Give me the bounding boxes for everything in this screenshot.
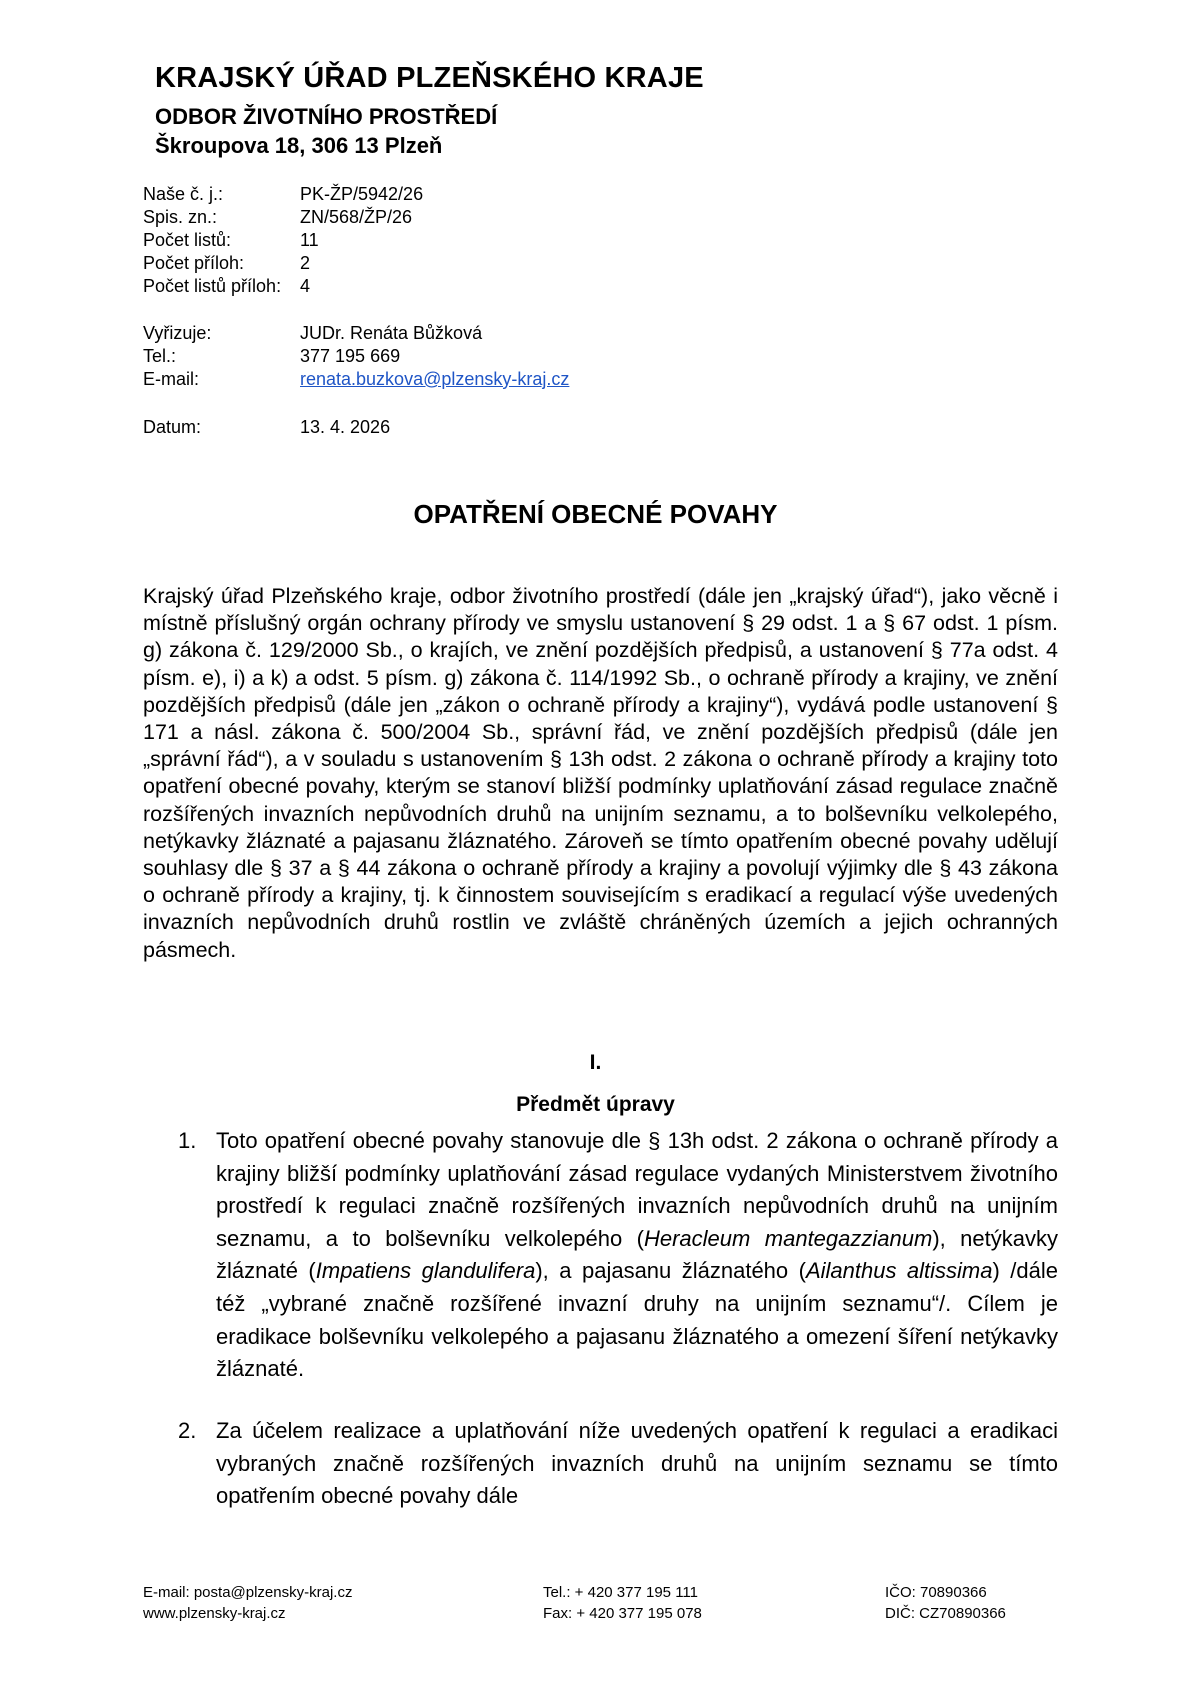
- section-number: I.: [589, 1051, 602, 1074]
- meta-row-attachments: [143, 252, 623, 275]
- sheets-label: Počet listů:: [143, 230, 232, 250]
- footer-fax: Fax: + 420 377 195 078: [543, 1605, 702, 1622]
- list-item: [178, 1415, 1058, 1513]
- footer-dic: DIČ: CZ70890366: [885, 1605, 1006, 1622]
- reference-block: [143, 183, 623, 298]
- list-item-text: [216, 1125, 1058, 1386]
- meta-row-ref: [143, 183, 623, 206]
- meta-row-attachment-sheets: [143, 275, 623, 298]
- attachment-sheets-label: Počet listů příloh:: [143, 276, 282, 296]
- tel-value: 377 195 669: [300, 346, 401, 366]
- intro-paragraph: Krajský úřad Plzeňského kraje, odbor životního prostředí (dále jen „krajský úřad“), jako věcně i místně příslušný orgán ochrany přírody ve smyslu ustanovení § 29 odst. 1 a § 67 odst. 1 písm. g) zákona č. 129/2000 Sb., o krajích, ve znění pozdějších předpisů, a ustanovení § 77a odst. 4 písm. e), i) a k) a odst. 5 písm. g) zákona č. 114/1992 Sb., o ochraně přírody a krajiny, ve znění pozdějších předpisů (dále jen „zákon o ochraně přírody a krajiny“), vydává podle ustanovení § 171 a násl. zákona č. 500/2004 Sb., správní řád, ve znění pozdějších předpisů (dále jen „správní řád“), a v souladu s ustanovením § 13h odst. 2 zákona o ochraně přírody a krajiny toto opatření obecné povahy, kterým se stanoví bližší podmínky uplatňování zásad regulace značně rozšířených invazních nepůvodních druhů na unijním seznamu, a to bolševníku velkolepého, netýkavky žláznaté a pajasanu žláznatého. Zároveň se tímto opatřením obecné povahy udělují souhlasy dle § 37 a § 44 zákona o ochraně přírody a krajiny a povolují výjimky dle § 43 zákona o ochraně přírody a krajiny, tj. k činnostem souvisejícím s eradikací a regulací výše uvedených invazních nepůvodních druhů rostlin ve zvláště chráněných územích a jejich ochranných pásmech.: [143, 584, 1058, 962]
- list-item-text: Za účelem realizace a uplatňování níže uvedených opatření k regulaci a eradikaci vybraných značně rozšířených invazních druhů na unijním seznamu se tímto opatřením obecné povahy dále: [216, 1418, 1058, 1509]
- species-name: Impatiens glandulifera: [315, 1258, 536, 1284]
- footer-contact: [143, 1582, 352, 1624]
- footer-ico: IČO: 70890366: [885, 1584, 987, 1601]
- species-name: Ailanthus altissima: [805, 1258, 993, 1284]
- email-link[interactable]: renata.buzkova@plzensky-kraj.cz: [300, 369, 570, 389]
- list-item-number: 2.: [178, 1418, 197, 1443]
- authority-heading: KRAJSKÝ ÚŘAD PLZEŇSKÉHO KRAJE: [155, 62, 704, 94]
- date-block: [143, 416, 623, 439]
- email-label: E-mail:: [143, 369, 200, 389]
- meta-row-file: [143, 206, 623, 229]
- handler-label: Vyřizuje:: [143, 323, 212, 343]
- contact-block: [143, 322, 623, 391]
- meta-row-sheets: [143, 229, 623, 252]
- meta-row-tel: [143, 345, 623, 368]
- meta-row-email: [143, 368, 623, 391]
- file-label: Spis. zn.:: [143, 207, 218, 227]
- date-label: Datum:: [143, 417, 202, 437]
- attachment-sheets-value: 4: [300, 276, 311, 296]
- department-heading: ODBOR ŽIVOTNÍHO PROSTŘEDÍ: [155, 104, 498, 129]
- document-title: OPATŘENÍ OBECNÉ POVAHY: [413, 499, 778, 529]
- ref-label: Naše č. j.:: [143, 184, 224, 204]
- item-text-part: ), a pajasanu žláznatého (: [535, 1258, 806, 1284]
- section-title: Předmět úpravy: [516, 1093, 675, 1116]
- item-text-part: ) /dále též „vybrané značně rozšířené invazní druhy na unijním seznamu“/. Cílem je eradikace bolševníku velkolepého a pajasanu žláznatého a omezení šíření netýkavky žláznaté.: [216, 1258, 1058, 1382]
- footer-email: E-mail: posta@plzensky-kraj.cz: [143, 1584, 353, 1601]
- ref-value: PK-ŽP/5942/26: [300, 184, 424, 204]
- address-heading: Škroupova 18, 306 13 Plzeň: [155, 133, 443, 158]
- footer-tel: Tel.: + 420 377 195 111: [543, 1584, 698, 1601]
- attachments-value: 2: [300, 253, 311, 273]
- list-item-number: 1.: [178, 1128, 197, 1153]
- list-item: [178, 1125, 1058, 1386]
- item-text-part: ), netýkavky žláznaté (: [216, 1225, 1058, 1284]
- handler-value: JUDr. Renáta Bůžková: [300, 323, 483, 343]
- attachments-label: Počet příloh:: [143, 253, 245, 273]
- footer-web: www.plzensky-kraj.cz: [143, 1605, 286, 1622]
- date-value: 13. 4. 2026: [300, 417, 391, 437]
- species-name: Heracleum mantegazzianum: [643, 1225, 933, 1251]
- file-value: ZN/568/ŽP/26: [300, 207, 413, 227]
- tel-label: Tel.:: [143, 346, 177, 366]
- sheets-value: 11: [300, 230, 319, 250]
- footer-phones: [543, 1582, 702, 1624]
- meta-row-handler: [143, 322, 623, 345]
- item-text-part: Toto opatření obecné povahy stanovuje dle § 13h odst. 2 zákona o ochraně přírody a krajiny bližší podmínky uplatňování zásad regulace vydaných Ministerstvem životního prostředí k regulaci značně rozšířených invazních nepůvodních druhů na unijním seznamu, a to bolševníku velkolepého (: [216, 1128, 1058, 1251]
- footer-ids: [885, 1582, 1006, 1624]
- meta-row-date: [143, 416, 623, 439]
